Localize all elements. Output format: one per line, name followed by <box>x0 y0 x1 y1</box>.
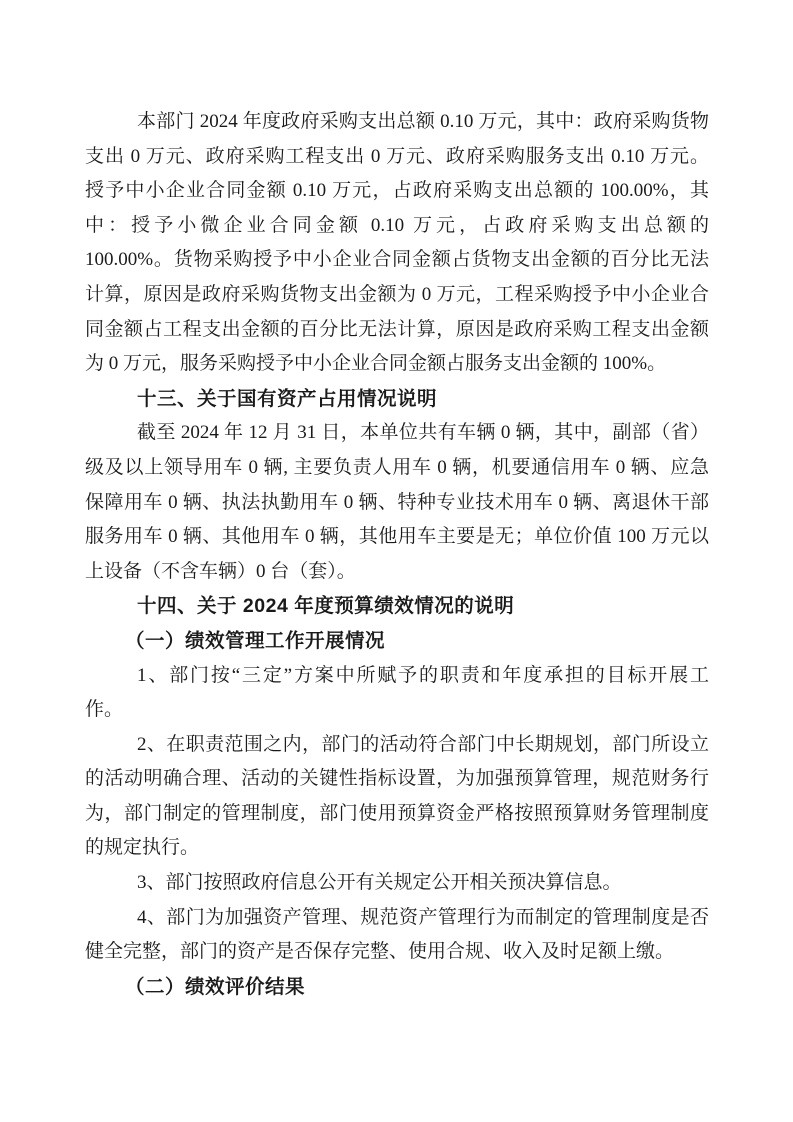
section-heading-14: 十四、关于 2024 年度预算绩效情况的说明 <box>137 595 515 618</box>
section-heading-13: 十三、关于国有资产占用情况说明 <box>137 387 438 410</box>
paragraph-line: 为 0 万元，服务采购授予中小企业合同金额占服务支出金额的 100%。 <box>85 353 667 375</box>
paragraph-line: 中：授予小微企业合同金额 0.10 万元，占政府采购支出总额的 <box>85 214 709 236</box>
paragraph-line: 作。 <box>85 699 124 721</box>
paragraph-line: 4、部门为加强资产管理、规范资产管理行为而制定的管理制度是否 <box>137 906 709 928</box>
paragraph-line: 100.00%。货物采购授予中小企业合同金额占货物支出金额的百分比无法 <box>85 249 709 271</box>
paragraph-line: 本部门 2024 年度政府采购支出总额 0.10 万元，其中：政府采购货物 <box>137 111 709 132</box>
paragraph-line: 同金额占工程支出金额的百分比无法计算，原因是政府采购工程支出金额 <box>85 318 709 340</box>
paragraph-line: 健全完整，部门的资产是否保存完整、使用合规、收入及时足额上缴。 <box>85 941 675 963</box>
paragraph-line: 3、部门按照政府信息公开有关规定公开相关预决算信息。 <box>137 872 622 894</box>
paragraph-line: 授予中小企业合同金额 0.10 万元，占政府采购支出总额的 100.00%，其 <box>85 180 709 202</box>
paragraph-line: 保障用车 0 辆、执法执勤用车 0 辆、特种专业技术用车 0 辆、离退休干部 <box>85 491 709 513</box>
subsection-heading-1: （一）绩效管理工作开展情况 <box>125 629 386 652</box>
paragraph-line: 上设备（不含车辆）0 台（套）。 <box>85 560 356 582</box>
paragraph-line: 为，部门制定的管理制度，部门使用预算资金严格按照预算财务管理制度 <box>85 802 709 824</box>
paragraph-line: 计算，原因是政府采购货物支出金额为 0 万元，工程采购授予中小企业合 <box>85 283 709 305</box>
paragraph-line: 截至 2024 年 12 月 31 日，本单位共有车辆 0 辆，其中，副部（省） <box>137 422 709 444</box>
paragraph-line: 2、在职责范围之内，部门的活动符合部门中长期规划，部门所设立 <box>137 733 709 755</box>
paragraph-line: 的活动明确合理、活动的关键性指标设置，为加强预算管理，规范财务行 <box>85 768 709 790</box>
document-body <box>85 105 709 1004</box>
paragraph-line: 级及以上领导用车 0 辆, 主要负责人用车 0 辆，机要通信用车 0 辆、应急 <box>85 456 709 478</box>
paragraph-line: 支出 0 万元、政府采购工程支出 0 万元、政府采购服务支出 0.10 万元。 <box>85 145 709 167</box>
paragraph-line: 服务用车 0 辆、其他用车 0 辆，其他用车主要是无；单位价值 100 万元以 <box>85 526 709 548</box>
paragraph-line: 1、部门按“三定”方案中所赋予的职责和年度承担的目标开展工 <box>137 664 709 686</box>
subsection-heading-2: （二）绩效评价结果 <box>125 975 306 998</box>
paragraph-line: 的规定执行。 <box>85 837 200 859</box>
